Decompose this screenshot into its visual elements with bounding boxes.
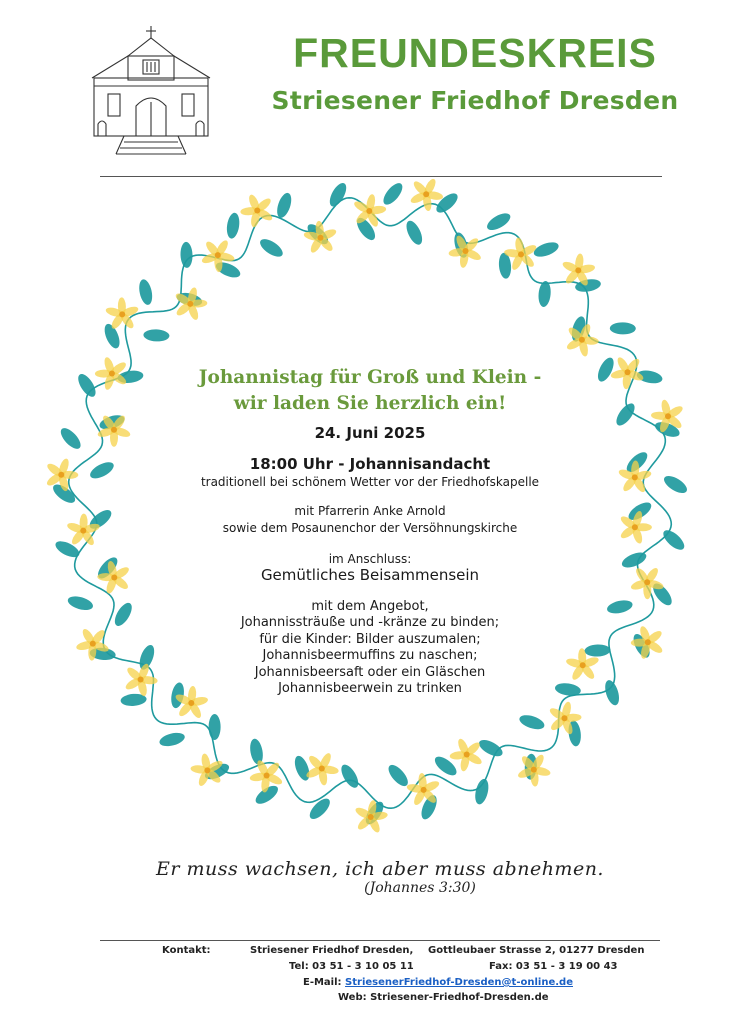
footer-divider [100,940,660,941]
leaf-shape [660,527,687,553]
leaf-shape [403,218,425,247]
event-headline [150,365,590,417]
leaf-shape [603,679,622,707]
flower-center [188,700,194,706]
weather-note: traditionell bei schönem Wetter vor der Friedhofskapelle [200,475,540,489]
contact-email-row [303,977,573,988]
leaf-shape [225,212,241,239]
leaf-shape [532,239,561,259]
contact-name: Striesener Friedhof Dresden, [250,945,414,956]
headline-line-1: Johannistag für Groß und Klein - [198,367,542,388]
anschluss-label: im Anschluss: [328,552,412,566]
flower-center [111,427,117,433]
org-subtitle: Striesener Friedhof Dresden [271,86,679,115]
leaf-shape [574,277,602,293]
contact-label: Kontakt: [162,945,211,956]
leaf-shape [57,425,84,452]
leaf-shape [326,180,349,209]
offer-line: Johannisbeermuffins zu naschen; [262,648,478,664]
offer-list [150,599,590,697]
offer-line: für die Kinder: Bilder auszumalen; [259,631,481,647]
flower-center [645,639,651,645]
flower-center [463,248,469,254]
flower-center [119,311,125,317]
flower-center [215,252,221,258]
pastor-line-1: mit Pfarrerin Anke Arnold [294,504,446,518]
leaf-shape [537,281,551,308]
flower-center [80,528,86,534]
flower-center [562,715,568,721]
leaf-shape [88,459,117,482]
flower-center [58,472,64,478]
event-time: 18:00 Uhr - Johannisandacht [249,455,491,473]
contact-fax: Fax: 03 51 - 3 19 00 43 [489,961,618,972]
flower-center [665,413,671,419]
contact-address: Gottleubaer Strasse 2, 01277 Dresden [428,945,645,956]
gathering-title: Gemütliches Beisammensein [260,566,480,584]
leaf-shape [257,236,285,260]
flower-center [464,752,470,758]
flower-center [90,641,96,647]
flower-center [109,371,115,377]
leaf-shape [610,322,636,334]
leaf-shape [385,762,411,789]
leaf-shape [380,180,406,208]
flower-center [187,301,193,307]
contact-tel: Tel: 03 51 - 3 10 05 11 [289,961,414,972]
flower-center [423,191,429,197]
flower-center [204,767,210,773]
bible-reference: (Johannes 3:30) [364,880,476,896]
pastor-line-2: sowie dem Posaunenchor der Versöhnungskirche [222,521,518,535]
leaf-shape [111,600,135,628]
leaf-shape [484,210,513,233]
flower-center [254,208,260,214]
org-title: FREUNDESKREIS [293,30,657,76]
headline-line-2: wir laden Sie herzlich ein! [233,393,507,414]
flower-center [319,766,325,772]
flower-center [138,677,144,683]
pastor-info [150,503,590,537]
chapel-illustration [88,24,214,156]
contact-web[interactable]: Web: Striesener-Friedhof-Dresden.de [338,992,549,1003]
leaf-shape [180,242,193,268]
flower-center [579,337,585,343]
leaf-shape [143,329,170,342]
header-divider [100,176,662,177]
leaf-shape [66,594,94,613]
flower-center [264,773,270,779]
leaf-shape [595,355,617,384]
flower-center [111,575,117,581]
flower-center [632,474,638,480]
leaf-shape [209,714,221,740]
flower-center [632,524,638,530]
leaf-shape [606,598,634,615]
leaf-shape [518,712,546,731]
leaf-shape [137,278,154,306]
email-label: E-Mail: [303,977,342,988]
flower-center [625,369,631,375]
leaf-shape [248,738,264,766]
leaf-shape [158,730,186,748]
flower-center [644,579,650,585]
event-date: 24. Juni 2025 [314,424,426,442]
flower-center [518,251,524,257]
offer-line: mit dem Angebot, [311,599,429,614]
flower-center [421,787,427,793]
bible-quote: Er muss wachsen, ich aber muss abnehmen. [156,858,604,880]
flower-center [366,208,372,214]
offer-line: Johannisbeersaft oder ein Gläschen [254,664,486,680]
leaf-shape [473,778,491,806]
offer-line: Johannisbeerwein zu trinken [278,681,462,697]
flower-center [531,767,537,773]
offer-line: Johannissträuße und -kränze zu binden; [240,615,500,631]
leaf-shape [661,473,689,497]
leaf-shape [338,762,362,790]
leaf-shape [274,191,294,219]
flower-center [575,267,581,273]
email-link[interactable]: StriesenerFriedhof-Dresden@t-online.de [345,977,573,988]
flower-center [318,235,324,241]
flower-center [368,814,374,820]
